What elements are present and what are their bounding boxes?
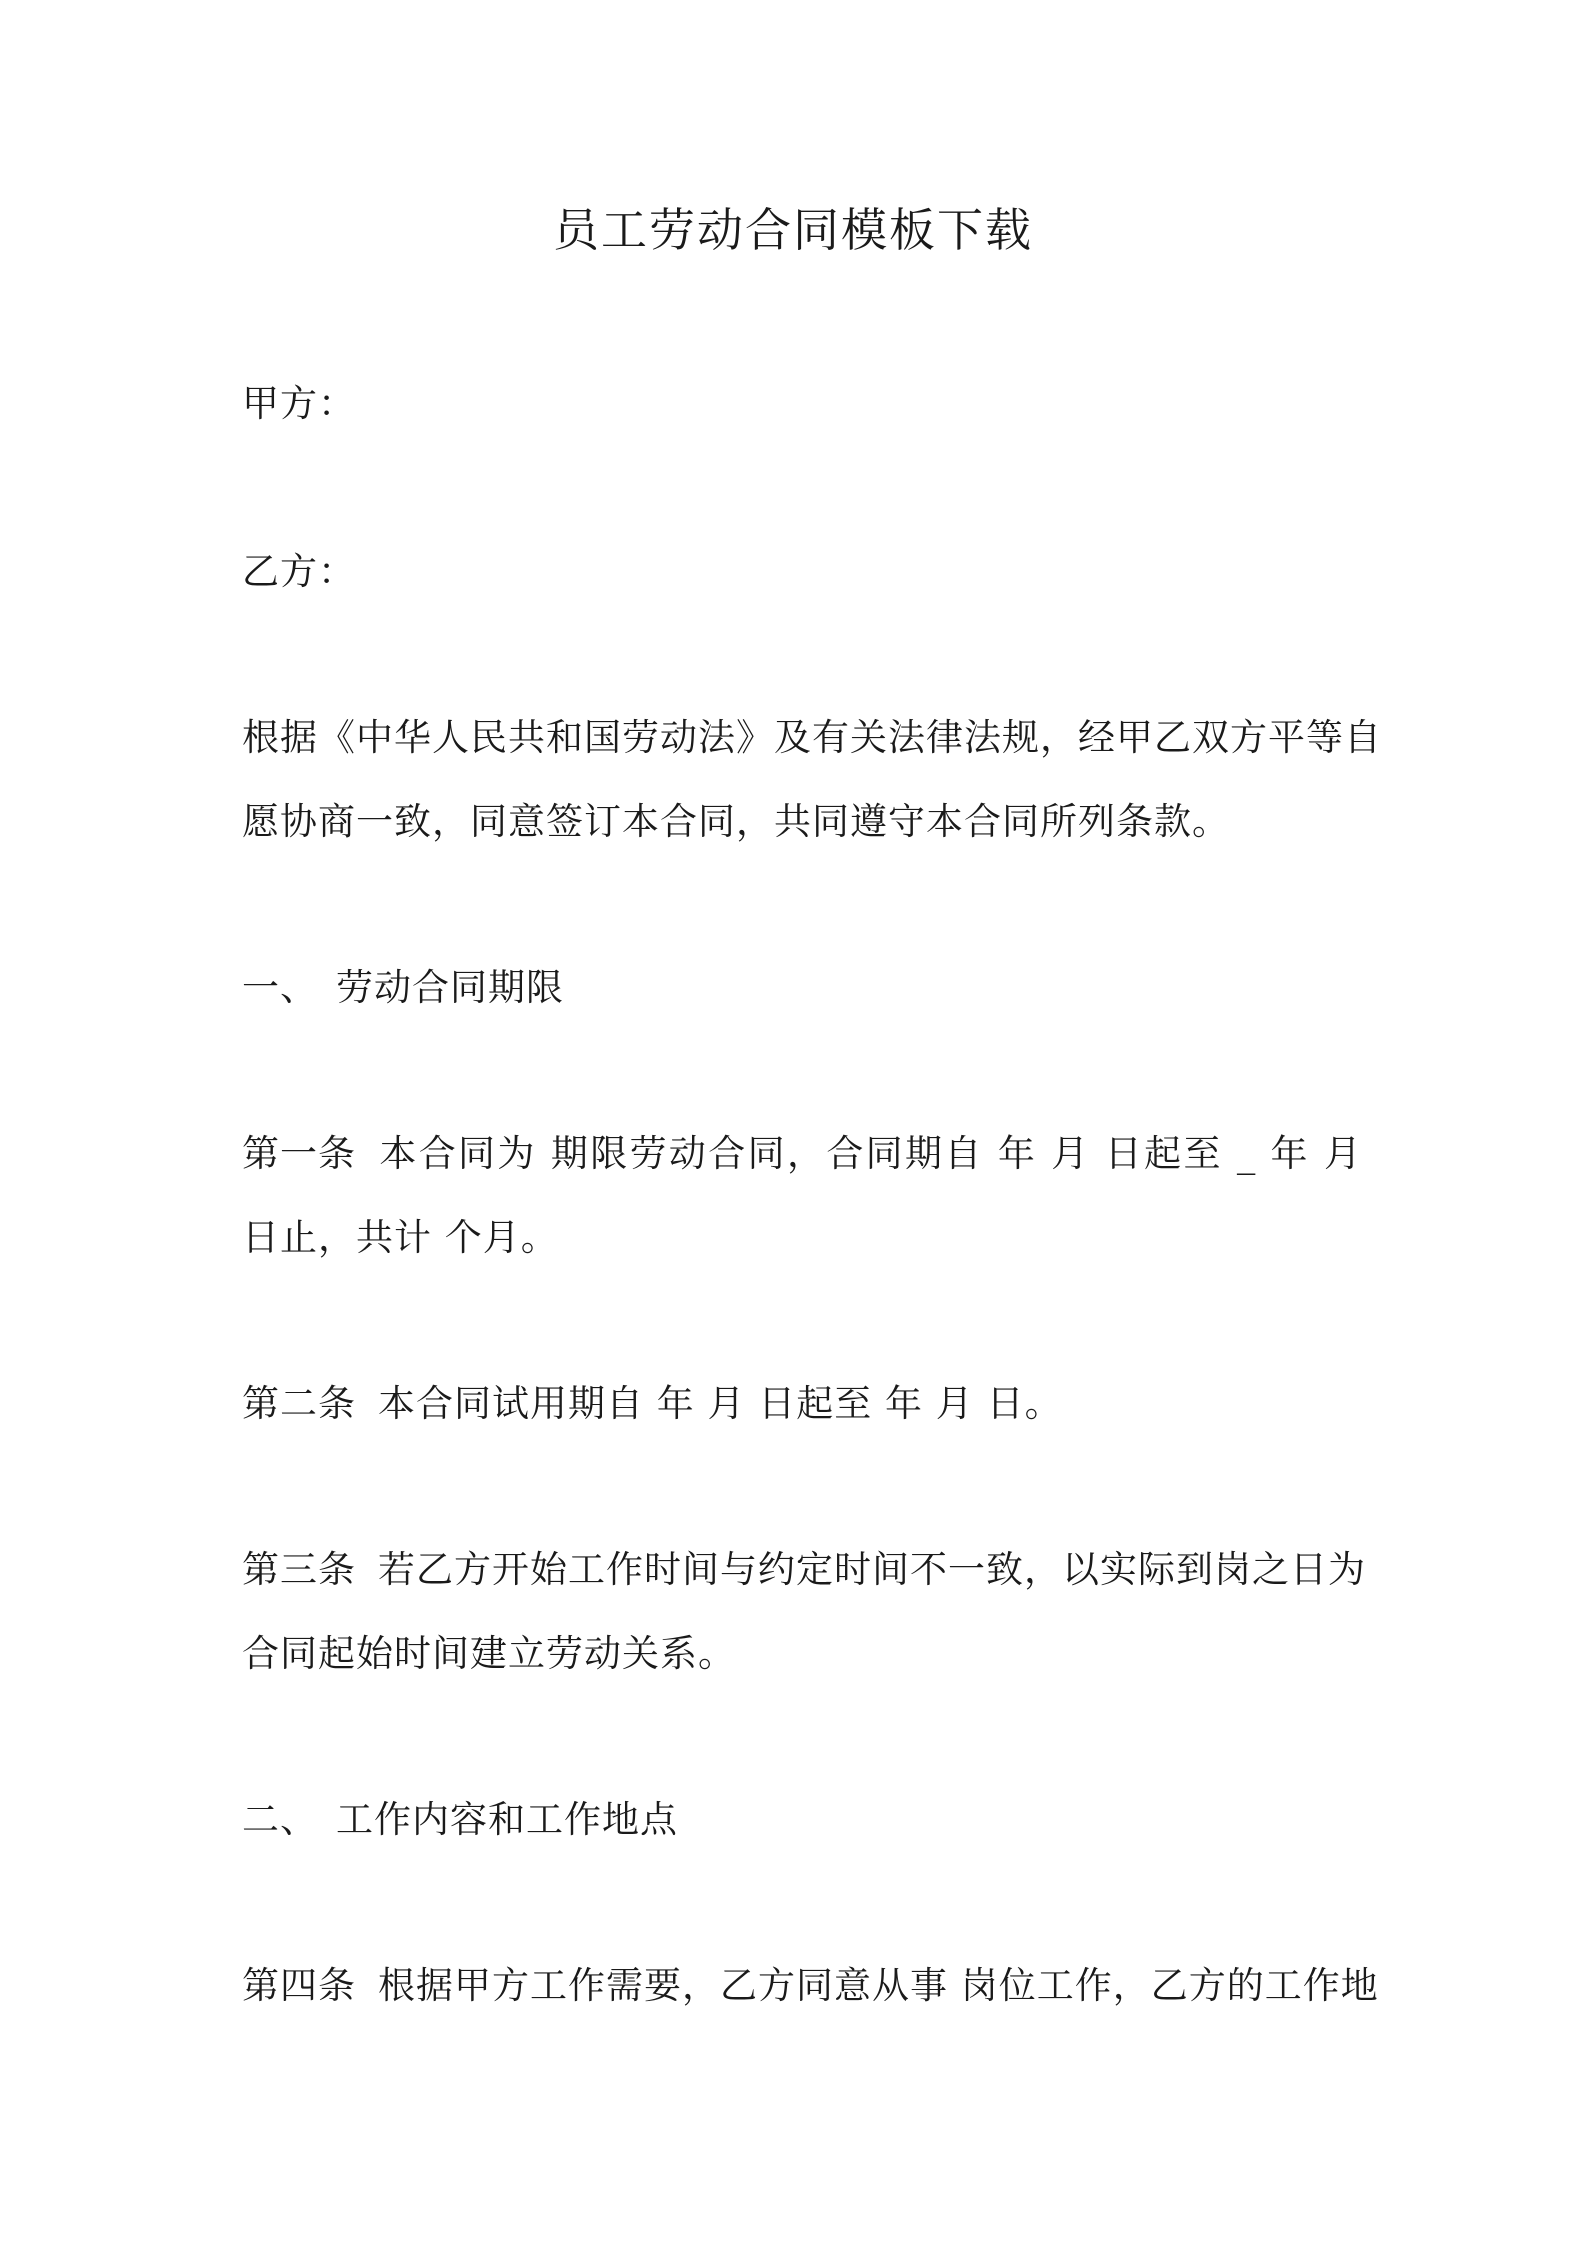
clause-line — [242, 1962, 1379, 2010]
clause-text: 根据甲方工作需要，乙方同意从事 岗位工作，乙方的工作地 — [378, 1964, 1379, 2007]
clause-line-continued: 合同起始时间建立劳动关系。 — [242, 1632, 736, 1675]
section-title: 劳动合同期限 — [336, 966, 564, 1009]
clause-line — [242, 1546, 1366, 1594]
section-number: 一、 — [242, 966, 318, 1009]
section-title: 工作内容和工作地点 — [336, 1798, 678, 1841]
clause-label: 第一条 — [242, 1132, 356, 1175]
clause-text: 若乙方开始工作时间与约定时间不一致，以实际到岗之日为 — [378, 1548, 1366, 1591]
party-b-line: 乙方： — [242, 550, 356, 593]
section-number: 二、 — [242, 1798, 318, 1841]
clause-text: 本合同试用期自 年 月 日起至 年 月 日。 — [378, 1382, 1063, 1425]
party-a-line: 甲方： — [242, 382, 356, 425]
clause-line-continued: 日止，共计 个月。 — [242, 1216, 559, 1259]
document-title: 员工劳动合同模板下载 — [553, 203, 1033, 257]
section-heading-2 — [242, 1796, 1362, 1844]
clause-label: 第二条 — [242, 1382, 356, 1425]
clause-label: 第四条 — [242, 1964, 356, 2007]
clause-line — [242, 1380, 1362, 1428]
clause-label: 第三条 — [242, 1548, 356, 1591]
preamble-line-1: 根据《中华人民共和国劳动法》及有关法律法规，经甲乙双方平等自 — [242, 716, 1382, 759]
preamble-line-2: 愿协商一致，同意签订本合同，共同遵守本合同所列条款。 — [242, 800, 1230, 843]
section-heading-1 — [242, 964, 1362, 1012]
clause-line — [242, 1130, 1362, 1178]
clause-text: 本合同为 期限劳动合同，合同期自 年 月 日起至 _ 年 月 — [378, 1132, 1362, 1175]
